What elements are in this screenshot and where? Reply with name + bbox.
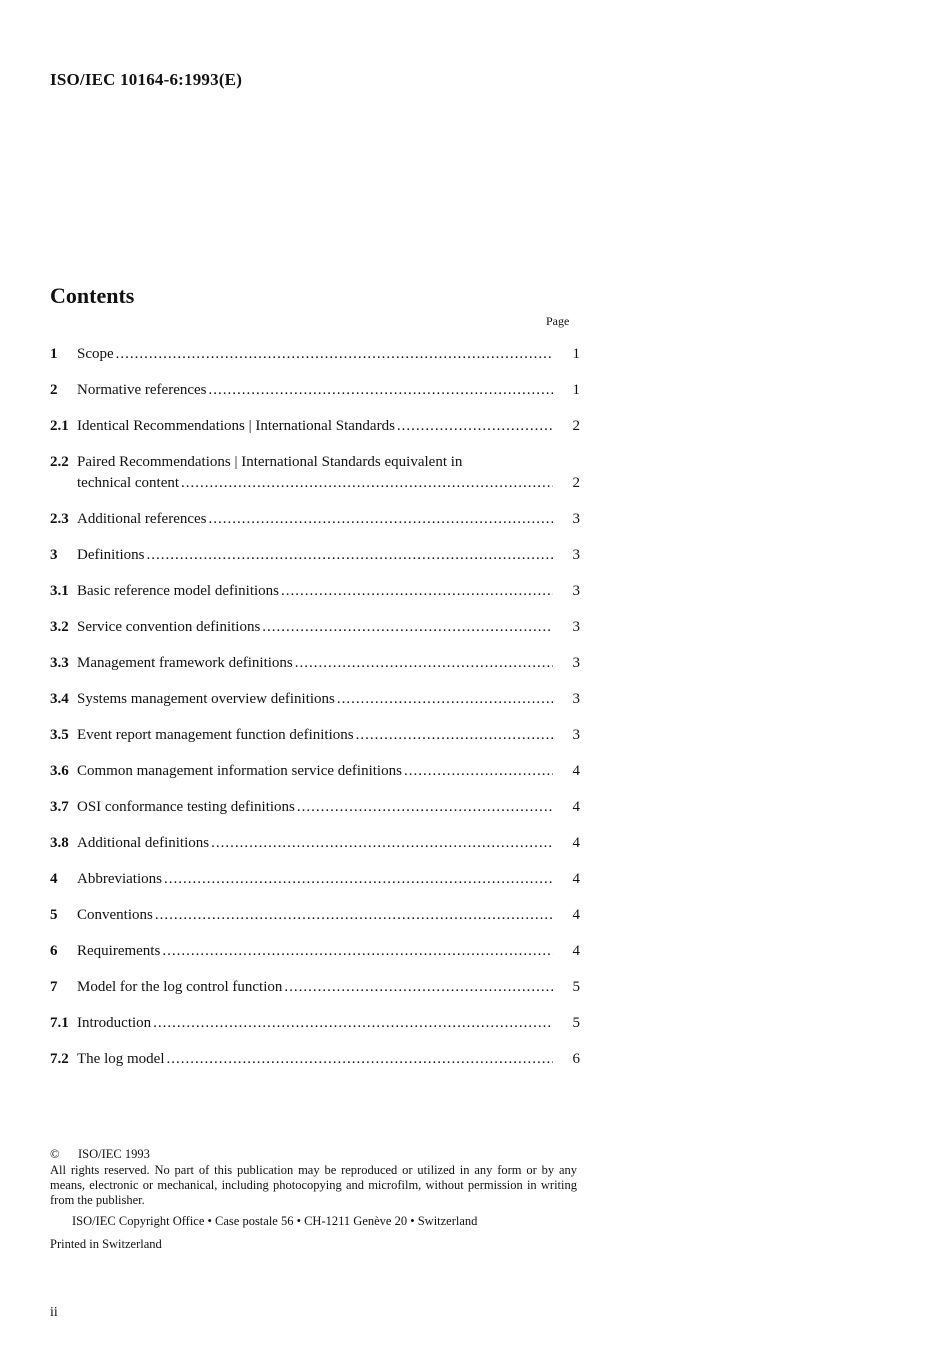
toc-entry[interactable] (50, 653, 580, 674)
toc-entry[interactable] (50, 1049, 580, 1070)
document-id-header: ISO/IEC 10164-6:1993(E) (50, 70, 243, 89)
toc-entry-title: Introduction (77, 1015, 152, 1031)
dot-leader (181, 473, 553, 494)
dot-leader (281, 581, 553, 602)
page-number: ii (50, 1305, 58, 1320)
copyright-text: ISO/IEC 1993 (78, 1147, 150, 1161)
toc-entry-number: 2.1 (50, 418, 69, 434)
toc-entry-number: 2.2 (50, 454, 69, 470)
toc-entry[interactable] (50, 416, 580, 437)
toc-entry-page: 2 (572, 418, 580, 434)
toc-entry-title: The log model (77, 1051, 165, 1067)
toc-entry-page: 4 (572, 943, 580, 959)
page-column-header: Page (546, 314, 570, 328)
toc-entry-title: Paired Recommendations | International Standards equivalent in (77, 454, 463, 470)
toc-entry[interactable] (50, 761, 580, 782)
toc-entry-page: 1 (572, 382, 580, 398)
toc-entry-number: 3.6 (50, 763, 69, 779)
toc-entry[interactable] (50, 869, 580, 890)
toc-entry-title: Common management information service definitions (77, 763, 402, 779)
toc-entry-number: 1 (50, 346, 58, 362)
toc-entry-page: 3 (572, 511, 580, 527)
printed-in-note: Printed in Switzerland (50, 1237, 162, 1251)
dot-leader (337, 689, 553, 710)
toc-entry-title: Abbreviations (77, 871, 162, 887)
toc-entry-number: 2 (50, 382, 58, 398)
toc-entry-page: 3 (572, 655, 580, 671)
toc-entry-title: Management framework definitions (77, 655, 293, 671)
toc-entry-number: 3.4 (50, 691, 69, 707)
toc-entry-number: 7 (50, 979, 58, 995)
toc-entry-page: 6 (572, 1051, 580, 1067)
toc-entry-page: 4 (572, 835, 580, 851)
toc-entry-page: 1 (572, 346, 580, 362)
toc-entry-number: 3.1 (50, 583, 69, 599)
dot-leader (155, 905, 553, 926)
toc-entry[interactable] (50, 941, 580, 962)
toc-entry[interactable] (50, 509, 580, 530)
toc-entry[interactable] (50, 617, 580, 638)
dot-leader (356, 725, 553, 746)
copyright-notice (50, 1147, 577, 1252)
toc-entry-title: Identical Recommendations | International Standards (77, 418, 395, 434)
toc-entry-title: Model for the log control function (77, 979, 283, 995)
toc-entry[interactable] (50, 725, 580, 746)
toc-entry[interactable] (50, 545, 580, 566)
toc-entry-number: 6 (50, 943, 58, 959)
toc-entry[interactable] (50, 380, 580, 401)
table-of-contents (50, 344, 580, 1085)
toc-entry-title: Systems management overview definitions (77, 691, 335, 707)
toc-entry-title: Requirements (77, 943, 161, 959)
toc-entry-number: 2.3 (50, 511, 69, 527)
dot-leader (404, 761, 553, 782)
toc-entry[interactable] (50, 977, 580, 998)
dot-leader (397, 416, 553, 437)
toc-entry-title: Additional references (77, 511, 207, 527)
dot-leader (209, 380, 553, 401)
toc-entry-number: 3.5 (50, 727, 69, 743)
toc-entry-number: 7.2 (50, 1051, 69, 1067)
toc-entry-title: Event report management function definitions (77, 727, 354, 743)
toc-entry-page: 3 (572, 619, 580, 635)
toc-entry-page: 4 (572, 799, 580, 815)
dot-leader (147, 545, 554, 566)
toc-entry[interactable] (50, 344, 580, 365)
toc-entry-page: 3 (572, 691, 580, 707)
toc-entry-number: 3.7 (50, 799, 69, 815)
dot-leader (262, 617, 553, 638)
dot-leader (116, 344, 553, 365)
toc-entry[interactable] (50, 797, 580, 818)
toc-entry-number: 3 (50, 547, 58, 563)
toc-entry-title: Service convention definitions (77, 619, 261, 635)
toc-entry[interactable] (50, 581, 580, 602)
toc-entry-title: Conventions (77, 907, 153, 923)
dot-leader (209, 509, 553, 530)
toc-entry-page: 4 (572, 871, 580, 887)
dot-leader (297, 797, 553, 818)
dot-leader (164, 869, 553, 890)
toc-entry[interactable] (50, 1013, 580, 1034)
dot-leader (211, 833, 553, 854)
toc-entry-number: 3.8 (50, 835, 69, 851)
dot-leader (295, 653, 553, 674)
toc-entry[interactable] (50, 905, 580, 926)
toc-entry[interactable] (50, 689, 580, 710)
toc-entry-page: 4 (572, 907, 580, 923)
dot-leader (153, 1013, 553, 1034)
toc-entry-number: 7.1 (50, 1015, 69, 1031)
toc-entry-number: 5 (50, 907, 58, 923)
dot-leader (284, 977, 553, 998)
toc-entry-title: Scope (77, 346, 114, 362)
toc-entry-number: 3.3 (50, 655, 69, 671)
rights-statement: All rights reserved. No part of this publication may be reproduced or utilized in any form or by any means, electronic or mechanical, including photocopying and microfilm, without permission in writing from the publisher. (50, 1163, 577, 1207)
toc-entry-page: 5 (572, 1015, 580, 1031)
toc-entry-title: Basic reference model definitions (77, 583, 280, 599)
toc-entry-page: 3 (572, 583, 580, 599)
toc-entry-number: 4 (50, 871, 58, 887)
toc-entry-title-continuation: technical content (77, 475, 180, 491)
toc-entry-page: 5 (572, 979, 580, 995)
toc-entry[interactable] (50, 833, 580, 854)
copyright-symbol: © (50, 1147, 60, 1161)
toc-entry[interactable] (50, 452, 580, 494)
dot-leader (162, 941, 553, 962)
contents-title: Contents (50, 283, 135, 308)
toc-entry-title: Additional definitions (77, 835, 210, 851)
toc-entry-title: Definitions (77, 547, 145, 563)
toc-entry-page: 2 (572, 475, 580, 491)
dot-leader (166, 1049, 553, 1070)
toc-entry-title: OSI conformance testing definitions (77, 799, 295, 815)
copyright-office-address: ISO/IEC Copyright Office • Case postale 56 • CH-1211 Genève 20 • Switzerland (72, 1214, 478, 1228)
toc-entry-page: 3 (572, 547, 580, 563)
toc-entry-number: 3.2 (50, 619, 69, 635)
toc-entry-page: 3 (572, 727, 580, 743)
toc-entry-title: Normative references (77, 382, 207, 398)
toc-entry-page: 4 (572, 763, 580, 779)
